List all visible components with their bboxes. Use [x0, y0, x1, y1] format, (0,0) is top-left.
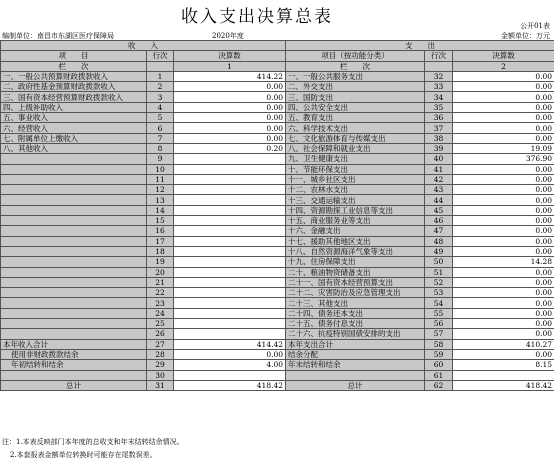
income-item-name: 总计 — [1, 380, 147, 390]
income-row-no: 20 — [147, 267, 174, 277]
expense-row-no: 51 — [425, 267, 453, 277]
income-item-name — [1, 195, 147, 205]
expense-amount: 410.27 — [453, 339, 554, 349]
income-row-no: 3 — [147, 92, 174, 102]
table-row — [1, 133, 554, 143]
income-row-no: 11 — [147, 174, 174, 184]
income-row-no: 15 — [147, 216, 174, 226]
table-row — [1, 288, 554, 298]
income-item-name: 八、其他收入 — [1, 143, 147, 153]
row-no-header: 行次 — [147, 51, 174, 61]
expense-row-no: 62 — [425, 380, 453, 390]
table-row — [1, 319, 554, 329]
income-amount — [174, 174, 286, 184]
col-number-row — [1, 61, 554, 71]
expense-amount: 0.00 — [453, 71, 554, 81]
expense-row-no: 52 — [425, 277, 453, 287]
expense-row-no: 46 — [425, 216, 453, 226]
income-row-no: 26 — [147, 329, 174, 339]
income-amount: 0.00 — [174, 113, 286, 123]
expense-amount: 0.00 — [453, 308, 554, 318]
income-item-name: 年初结转和结余 — [1, 360, 147, 370]
income-item-name: 六、经营收入 — [1, 123, 147, 133]
table-row — [1, 174, 554, 184]
income-amount: 0.00 — [174, 123, 286, 133]
expense-row-no: 34 — [425, 92, 453, 102]
expense-amount: 0.00 — [453, 329, 554, 339]
expense-row-no: 37 — [425, 123, 453, 133]
income-item-name — [1, 257, 147, 267]
amount-header: 决算数 — [174, 51, 286, 61]
income-item-name — [1, 298, 147, 308]
expense-amount: 376.90 — [453, 154, 554, 164]
income-item-name — [1, 267, 147, 277]
expense-row-no: 54 — [425, 298, 453, 308]
income-item-name — [1, 185, 147, 195]
item-header: 项 目 — [1, 51, 147, 61]
income-amount — [174, 195, 286, 205]
income-item-name — [1, 277, 147, 287]
income-amount: 418.42 — [174, 380, 286, 390]
expense-item-name: 十二、农林水支出 — [286, 185, 425, 195]
expense-amount: 418.42 — [453, 380, 554, 390]
expense-item-name: 二十三、其他支出 — [286, 298, 425, 308]
table-row — [1, 195, 554, 205]
income-item-name — [1, 154, 147, 164]
col-label-2: 栏 次 — [286, 61, 425, 71]
income-amount — [174, 288, 286, 298]
income-amount: 414.22 — [174, 71, 286, 81]
table-row — [1, 308, 554, 318]
table-row — [1, 113, 554, 123]
expense-item-name: 十八、自然资源海洋气象等支出 — [286, 246, 425, 256]
income-item-name: 二、政府性基金预算财政拨款收入 — [1, 82, 147, 92]
income-amount — [174, 298, 286, 308]
table-row — [1, 236, 554, 246]
table-row — [1, 123, 554, 133]
expense-amount: 0.00 — [453, 102, 554, 112]
expense-item-name: 二十、粮油物资储备支出 — [286, 267, 425, 277]
income-amount: 0.00 — [174, 82, 286, 92]
income-row-no: 24 — [147, 308, 174, 318]
income-item-name — [1, 226, 147, 236]
income-amount — [174, 257, 286, 267]
expense-row-no: 49 — [425, 246, 453, 256]
expense-row-no: 36 — [425, 113, 453, 123]
expense-item-name: 六、科学技术支出 — [286, 123, 425, 133]
income-row-no: 28 — [147, 349, 174, 359]
expense-amount: 0.00 — [453, 277, 554, 287]
expense-item-name: 七、文化旅游体育与传媒支出 — [286, 133, 425, 143]
table-row — [1, 298, 554, 308]
income-row-no: 17 — [147, 236, 174, 246]
expense-amount: 0.00 — [453, 236, 554, 246]
unit-label: 编制单位：南昌市东湖区医疗保障局 — [2, 32, 114, 40]
item-func-header: 项目（按功能分类） — [286, 51, 425, 61]
section-header-row — [1, 41, 554, 51]
expense-row-no: 57 — [425, 329, 453, 339]
form-code: 公开01表 — [520, 22, 550, 30]
table-row — [1, 226, 554, 236]
expense-amount: 0.00 — [453, 82, 554, 92]
expense-row-no: 58 — [425, 339, 453, 349]
expense-row-no: 40 — [425, 154, 453, 164]
expense-item-name — [286, 370, 425, 380]
expense-section-header: 支 出 — [286, 41, 554, 51]
income-amount — [174, 329, 286, 339]
income-row-no: 4 — [147, 102, 174, 112]
income-amount: 4.00 — [174, 360, 286, 370]
income-item-name: 五、事业收入 — [1, 113, 147, 123]
expense-item-name: 一、一般公共服务支出 — [286, 71, 425, 81]
expense-item-name: 十四、资源勘探工业信息等支出 — [286, 205, 425, 215]
expense-row-no: 48 — [425, 236, 453, 246]
expense-amount: 0.00 — [453, 164, 554, 174]
income-row-no: 10 — [147, 164, 174, 174]
income-row-no: 18 — [147, 246, 174, 256]
table-row — [1, 205, 554, 215]
expense-item-name: 二十四、债务还本支出 — [286, 308, 425, 318]
expense-row-no: 55 — [425, 308, 453, 318]
expense-amount: 19.09 — [453, 143, 554, 153]
expense-item-name: 二十五、债务付息支出 — [286, 319, 425, 329]
income-amount — [174, 226, 286, 236]
note-1: 注：1.本表反映部门本年度的总收支和年末结转结余情况。 — [2, 438, 184, 446]
table-row — [1, 360, 554, 370]
table-row — [1, 246, 554, 256]
income-item-name: 本年收入合计 — [1, 339, 147, 349]
expense-amount: 0.00 — [453, 133, 554, 143]
income-amount — [174, 154, 286, 164]
expense-item-name: 二十六、抗疫特别国债安排的支出 — [286, 329, 425, 339]
table-row — [1, 143, 554, 153]
income-item-name — [1, 370, 147, 380]
income-amount — [174, 185, 286, 195]
expense-row-no: 56 — [425, 319, 453, 329]
expense-row-no: 59 — [425, 349, 453, 359]
expense-amount: 0.00 — [453, 298, 554, 308]
income-row-no: 23 — [147, 298, 174, 308]
table-row — [1, 267, 554, 277]
income-amount: 0.00 — [174, 349, 286, 359]
expense-row-no: 41 — [425, 164, 453, 174]
expense-amount: 0.00 — [453, 92, 554, 102]
expense-row-no: 35 — [425, 102, 453, 112]
expense-amount: 0.00 — [453, 226, 554, 236]
income-amount — [174, 308, 286, 318]
income-row-no: 16 — [147, 226, 174, 236]
income-section-header: 收 入 — [1, 41, 286, 51]
income-row-no: 25 — [147, 319, 174, 329]
expense-item-name: 八、社会保障和就业支出 — [286, 143, 425, 153]
col-number-1: 1 — [174, 61, 286, 71]
income-amount: 0.00 — [174, 92, 286, 102]
table-row — [1, 102, 554, 112]
expense-item-name: 十三、交通运输支出 — [286, 195, 425, 205]
expense-row-no: 42 — [425, 174, 453, 184]
income-amount — [174, 216, 286, 226]
income-row-no: 30 — [147, 370, 174, 380]
expense-row-no: 45 — [425, 205, 453, 215]
expense-item-name: 四、公共安全支出 — [286, 102, 425, 112]
income-row-no: 8 — [147, 143, 174, 153]
expense-row-no: 47 — [425, 226, 453, 236]
expense-row-no: 50 — [425, 257, 453, 267]
income-row-no: 31 — [147, 380, 174, 390]
expense-amount: 0.00 — [453, 205, 554, 215]
table-row — [1, 339, 554, 349]
expense-row-no: 32 — [425, 71, 453, 81]
row-no-header-2: 行次 — [425, 51, 453, 61]
expense-row-no: 60 — [425, 360, 453, 370]
income-item-name: 使用非财政拨款结余 — [1, 349, 147, 359]
income-amount — [174, 370, 286, 380]
table-row — [1, 380, 554, 390]
income-amount — [174, 267, 286, 277]
income-item-name — [1, 246, 147, 256]
table-row — [1, 164, 554, 174]
table-row — [1, 277, 554, 287]
summary-table — [0, 40, 554, 391]
expense-amount: 0.00 — [453, 349, 554, 359]
expense-amount: 0.00 — [453, 267, 554, 277]
income-row-no: 29 — [147, 360, 174, 370]
table-row — [1, 185, 554, 195]
col-label-blank — [147, 61, 174, 71]
expense-item-name: 十六、金融支出 — [286, 226, 425, 236]
income-amount: 414.42 — [174, 339, 286, 349]
col-label: 栏 次 — [1, 61, 147, 71]
income-row-no: 22 — [147, 288, 174, 298]
col-number-2: 2 — [453, 61, 554, 71]
table-row — [1, 257, 554, 267]
expense-amount: 14.28 — [453, 257, 554, 267]
expense-amount — [453, 370, 554, 380]
income-row-no: 27 — [147, 339, 174, 349]
income-amount — [174, 246, 286, 256]
expense-item-name: 年末结转和结余 — [286, 360, 425, 370]
column-header-row — [1, 51, 554, 61]
table-row — [1, 329, 554, 339]
expense-item-name: 十七、援助其他地区支出 — [286, 236, 425, 246]
expense-item-name: 十九、住房保障支出 — [286, 257, 425, 267]
expense-amount: 0.00 — [453, 123, 554, 133]
table-row — [1, 370, 554, 380]
expense-item-name: 九、卫生健康支出 — [286, 154, 425, 164]
income-amount: 0.00 — [174, 102, 286, 112]
expense-item-name: 二十二、灾害防治及应急管理支出 — [286, 288, 425, 298]
expense-row-no: 44 — [425, 195, 453, 205]
income-item-name — [1, 329, 147, 339]
income-row-no: 1 — [147, 71, 174, 81]
table-row — [1, 349, 554, 359]
income-item-name: 四、上级补助收入 — [1, 102, 147, 112]
income-amount: 0.00 — [174, 133, 286, 143]
income-item-name — [1, 164, 147, 174]
income-item-name — [1, 205, 147, 215]
income-row-no: 19 — [147, 257, 174, 267]
income-item-name — [1, 308, 147, 318]
expense-amount: 0.00 — [453, 195, 554, 205]
expense-item-name: 二、外交支出 — [286, 82, 425, 92]
income-amount — [174, 205, 286, 215]
expense-row-no: 38 — [425, 133, 453, 143]
expense-item-name: 总计 — [286, 380, 425, 390]
expense-amount: 8.15 — [453, 360, 554, 370]
expense-amount: 0.00 — [453, 113, 554, 123]
income-item-name — [1, 174, 147, 184]
expense-item-name: 十一、城乡社区支出 — [286, 174, 425, 184]
income-amount: 0.20 — [174, 143, 286, 153]
income-item-name: 三、国有资本经营预算财政拨款收入 — [1, 92, 147, 102]
expense-item-name: 十、节能环保支出 — [286, 164, 425, 174]
table-row — [1, 82, 554, 92]
income-amount — [174, 277, 286, 287]
income-row-no: 7 — [147, 133, 174, 143]
amount-header-2: 决算数 — [453, 51, 554, 61]
table-row — [1, 71, 554, 81]
income-item-name — [1, 236, 147, 246]
income-row-no: 9 — [147, 154, 174, 164]
income-item-name — [1, 288, 147, 298]
expense-amount: 0.00 — [453, 216, 554, 226]
col-label-blank-2 — [425, 61, 453, 71]
expense-row-no: 43 — [425, 185, 453, 195]
expense-item-name: 本年支出合计 — [286, 339, 425, 349]
income-row-no: 13 — [147, 195, 174, 205]
expense-row-no: 39 — [425, 143, 453, 153]
income-item-name — [1, 216, 147, 226]
expense-amount: 0.00 — [453, 185, 554, 195]
expense-amount: 0.00 — [453, 288, 554, 298]
report-title: 收入支出决算总表 — [181, 7, 333, 27]
income-row-no: 12 — [147, 185, 174, 195]
expense-item-name: 十五、商业服务业等支出 — [286, 216, 425, 226]
year-label: 2020年度 — [212, 32, 244, 40]
income-row-no: 5 — [147, 113, 174, 123]
income-row-no: 6 — [147, 123, 174, 133]
table-row — [1, 92, 554, 102]
expense-row-no: 53 — [425, 288, 453, 298]
expense-row-no: 61 — [425, 370, 453, 380]
table-row — [1, 154, 554, 164]
income-amount — [174, 164, 286, 174]
income-row-no: 14 — [147, 205, 174, 215]
expense-item-name: 三、国防支出 — [286, 92, 425, 102]
income-row-no: 21 — [147, 277, 174, 287]
expense-row-no: 33 — [425, 82, 453, 92]
expense-item-name: 二十一、国有资本经营预算支出 — [286, 277, 425, 287]
income-item-name: 一、一般公共预算财政拨款收入 — [1, 71, 147, 81]
income-row-no: 2 — [147, 82, 174, 92]
income-amount — [174, 236, 286, 246]
income-item-name — [1, 319, 147, 329]
income-amount — [174, 319, 286, 329]
table-row — [1, 216, 554, 226]
expense-amount: 0.00 — [453, 319, 554, 329]
income-item-name: 七、附属单位上缴收入 — [1, 133, 147, 143]
expense-item-name: 五、教育支出 — [286, 113, 425, 123]
note-2: 2.本套报表金额单位转换时可能存在尾数误差。 — [10, 451, 157, 459]
expense-amount: 0.00 — [453, 246, 554, 256]
expense-item-name: 结余分配 — [286, 349, 425, 359]
money-unit-label: 金额单位：万元 — [501, 32, 550, 40]
expense-amount: 0.00 — [453, 174, 554, 184]
